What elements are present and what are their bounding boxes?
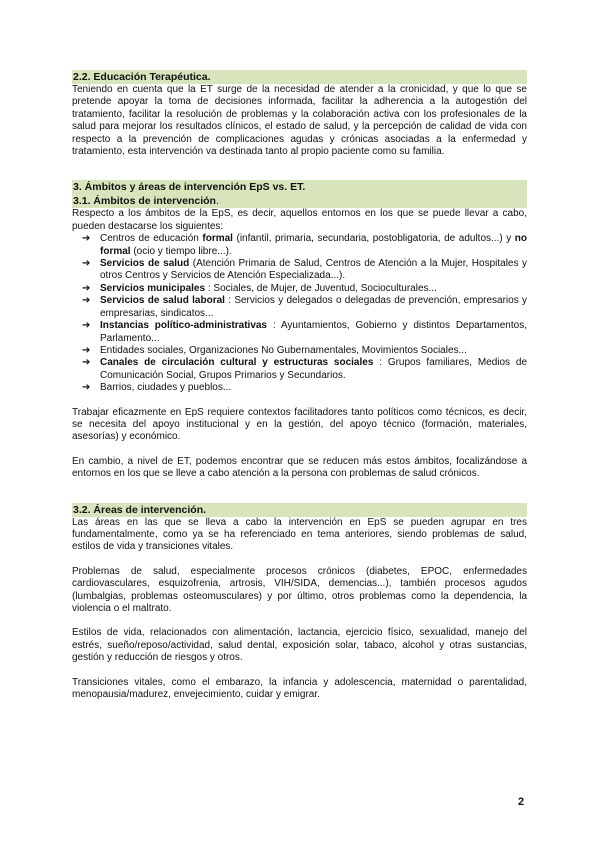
arrow-icon: ➔ [82,382,91,394]
item-text: Entidades sociales, Organizaciones No Gubernamentales, Movimientos Sociales... [100,344,467,356]
item-bold: no formal [100,233,527,257]
list-item [82,320,527,345]
section-2-2-paragraph: Teniendo en cuenta que la ET surge de la necesidad de atender a la cronicidad, y que lo que se pretende apoyar la toma de decisiones informada, facilitar la adherencia a la autogestión del tratamiento, facilitar la resolución de problemas y la colaboración activa con los profesionales de la salud para mejorar los resultados clínicos, el estado de salud, y la percepción de calidad de vida con respecto a la prevención de complicaciones agudas y crónicas asociadas a la enfermedad y tratamiento, esta intervención va destinada tanto al propio paciente como su familia. [72,84,527,158]
list-item [82,382,527,394]
section-2-2-heading: 2.2. Educación Terapéutica. [72,70,527,84]
item-bold: formal [202,233,233,245]
arrow-icon: ➔ [82,282,91,294]
section-3-2-paragraph-3: Estilos de vida, relacionados con alimentación, lactancia, ejercicio físico, sexualidad, manejo del estrés, sueño/reposo/actividad, salud dental, exposición solar, tabaco, alcohol y otras sustancias, gestión y reducción de riesgos y otros. [72,627,527,664]
list-item [82,233,527,258]
arrow-icon: ➔ [82,258,91,270]
list-item [82,345,527,357]
section-3-2-paragraph-1: Las áreas en las que se lleva a cabo la intervención en EpS se pueden agrupar en tres fundamentalmente, como ya se ha referenciado en tema anteriores, siendo problemas de salud, estilos de vida y transiciones vitales. [72,516,527,553]
item-text: : Grupos familiares, Medios de Comunicación Social, Grupos Primarios y Secundarios. [100,357,527,381]
section-3-1-heading-text: 3.1. Ámbitos de intervención [73,195,216,208]
item-bold: Canales de circulación cultural y estructuras sociales [100,357,374,369]
section-3-2-heading: 3.2. Áreas de intervención. [72,503,527,517]
item-text: (infantil, primaria, secundaria, postobligatoria, de adultos...) y [232,233,515,245]
arrow-icon: ➔ [82,295,91,307]
list-item [82,295,527,320]
item-bold: Servicios de salud [100,258,190,270]
item-text: : Ayuntamientos, Gobierno y distintos Departamentos, Parlamento... [100,320,527,344]
document-page [72,70,527,701]
section-3-2-paragraph-2: Problemas de salud, especialmente procesos crónicos (diabetes, EPOC, enfermedades cardiovasculares, esquizofrenia, artrosis, VIH/SIDA, demencias...), también procesos agudos (lumbalgias, problemas osteomusculares) y por último, otros problemas como la dependencia, la violencia o el maltrato. [72,565,527,614]
section-3-2-paragraph-4: Transiciones vitales, como el embarazo, la infancia y adolescencia, maternidad o parentalidad, menopausia/madurez, envejecimiento, cuidar y emigrar. [72,676,527,701]
item-text: Barrios, ciudades y pueblos... [100,382,232,394]
item-text: : Sociales, de Mujer, de Juventud, Socioculturales... [205,282,437,294]
section-3-1-heading-dot: . [215,195,219,208]
section-3-1-heading [72,194,527,208]
page-number: 2 [518,796,525,808]
item-text: (Atención Primaria de Salud, Centros de Atención a la Mujer, Hospitales y otros Centros y Servicios de Atención Especializada...). [100,258,527,282]
list-item [82,357,527,382]
list-item [82,283,527,295]
arrow-icon: ➔ [82,357,91,369]
scope-list [72,233,527,394]
arrow-icon: ➔ [82,320,91,332]
item-text: (ocio y tiempo libre...). [130,245,232,257]
arrow-icon: ➔ [82,233,91,245]
item-bold: Instancias político-administrativas [100,320,267,332]
item-bold: Servicios de salud laboral [100,295,225,307]
list-item [82,258,527,283]
section-3-1-intro: Respecto a los ámbitos de la EpS, es decir, aquellos entornos en los que se puede llevar a cabo, pueden destacarse los siguientes: [72,208,527,232]
arrow-icon: ➔ [82,344,91,356]
section-3-heading: 3. Ámbitos y áreas de intervención EpS vs. ET. [72,180,527,194]
item-text: Centros de educación [100,233,203,245]
section-3-1-paragraph-1: Trabajar eficazmente en EpS requiere contextos facilitadores tanto políticos como técnicos, es decir, se necesita del apoyo institucional y en la gestión, del apoyo técnico (formación, materiales, asesorías) y económico. [72,406,527,443]
item-text: : Servicios y delegados o delegadas de prevención, empresarios y empresarias, sindicatos... [100,295,527,319]
item-bold: Servicios municipales [100,282,206,294]
section-3-1-paragraph-2: En cambio, a nivel de ET, podemos encontrar que se reducen más estos ámbitos, focalizándose a entornos en los que se lleve a cabo atención a la persona con problemas de salud crónicos. [72,455,527,480]
